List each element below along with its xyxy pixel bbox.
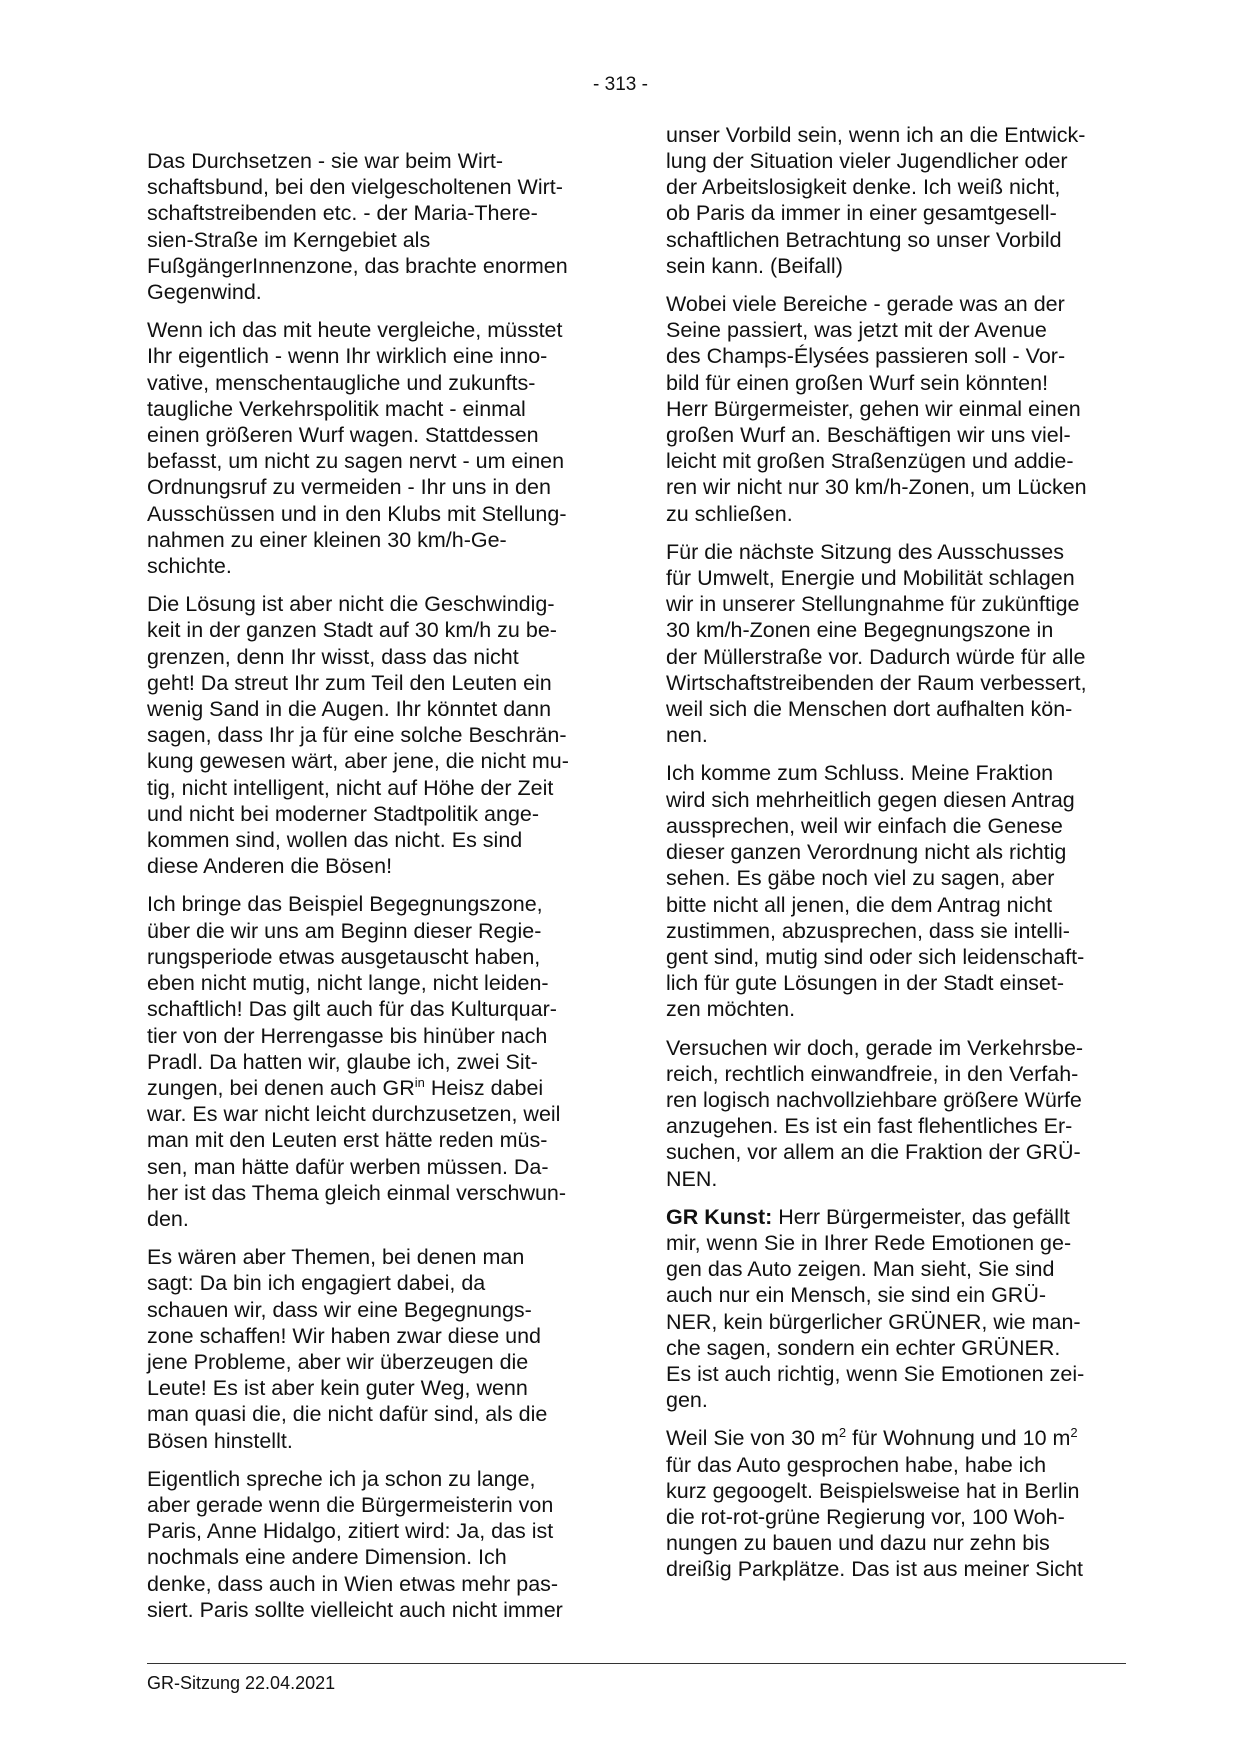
paragraph-text: für das Auto gesprochen habe, habe ich kurz gegoogelt. Beispielsweise hat in Berlin die rot-rot-grüne Regierung vor, 100 Woh- nungen zu bauen und dazu nur zehn bis dreißig Parkplätze. Das ist aus meiner Sicht xyxy=(666,1452,1084,1582)
paragraph: Wenn ich das mit heute vergleiche, müsstet Ihr eigentlich - wenn Ihr wirklich eine inno- vative, menschentaugliche und zukunfts- taugliche Verkehrspolitik macht - einmal einen größeren Wurf wagen. Stattdessen befasst, um nicht zu sagen nervt - um einen Ordnungsruf zu vermeiden - Ihr uns in den Ausschüssen und in den Klubs mit Stellung- nahmen zu einer kleinen 30 km/h-Ge- schichte. xyxy=(147,318,567,579)
paragraph-text: Herr Bürgermeister, das gefällt mir, wenn Sie in Ihrer Rede Emotionen ge- gen das Auto zeigen. Man sieht, Sie sind auch nur ein Mensch, sie sind ein GRÜ- NER, kein bürgerlicher GRÜNER, wie man- che sagen, sondern ein echter GRÜNER. Es ist auch richtig, wenn Sie Emotionen zei- gen. xyxy=(666,1204,1085,1413)
paragraph: Ich komme zum Schluss. Meine Fraktion wird sich mehrheitlich gegen diesen Antrag aussprechen, weil wir einfach die Genese dieser ganzen Verordnung nicht als richtig sehen. Es gäbe noch viel zu sagen, aber bitte nicht all jenen, die dem Antrag nicht zustimmen, abzusprechen, dass sie intelli- gent sind, mutig sind oder sich leidenschaft- lich für gute Lösungen in der Stadt einset- zen möchten. xyxy=(666,761,1085,1022)
paragraph: Es wären aber Themen, bei denen man sagt: Da bin ich engagiert dabei, da schauen wir, dass wir eine Begegnungs- zone schaffen! Wir haben zwar diese und jene Probleme, aber wir überzeugen die Leute! Es ist aber kein guter Weg, wenn man quasi die, die nicht dafür sind, als die Bösen hinstellt. xyxy=(147,1245,548,1453)
paragraph-text: Heisz dabei war. Es war nicht leicht durchzusetzen, weil man mit den Leuten erst hätte reden müs- sen, man hätte dafür werben müssen. Da- her ist das Thema gleich einmal verschwun- den. xyxy=(147,1075,567,1231)
left-column xyxy=(147,148,609,1635)
paragraph: Versuchen wir doch, gerade im Verkehrsbe- reich, rechtlich einwandfreie, in den Verfah- ren logisch nachvollziehbare größere Würfe anzugehen. Es ist ein fast flehentliches Er- suchen, vor allem an die Fraktion der GRÜ- NEN. xyxy=(666,1035,1084,1191)
paragraph: unser Vorbild sein, wenn ich an die Entwick- lung der Situation vieler Jugendlicher oder der Arbeitslosigkeit denke. Ich weiß nicht, ob Paris da immer in einer gesamtgesell- schaftlichen Betrachtung so unser Vorbild sein kann. (Beifall) xyxy=(666,122,1086,278)
paragraph xyxy=(147,891,609,1232)
superscript: 2 xyxy=(838,1425,847,1441)
page-number: - 313 - xyxy=(593,74,648,95)
speaker-name: GR Kunst: xyxy=(666,1204,773,1229)
superscript: in xyxy=(414,1074,425,1090)
paragraph: Das Durchsetzen - sie war beim Wirt- schaftsbund, bei den vielgescholtenen Wirt- schaftstreibenden etc. - der Maria-There- sien-Straße im Kerngebiet als FußgängerInnenzone, das brachte enormen Gegenwind. xyxy=(147,149,568,305)
footer-divider xyxy=(147,1663,1126,1664)
paragraph-text: Weil Sie von 30 m xyxy=(666,1426,839,1451)
right-column xyxy=(666,122,1126,1595)
paragraph xyxy=(666,1425,1126,1582)
paragraph xyxy=(666,1204,1126,1414)
paragraph: Für die nächste Sitzung des Ausschusses für Umwelt, Energie und Mobilität schlagen wir in unserer Stellungnahme für zukünftige 30 km/h-Zonen eine Begegnungszone in der Müllerstraße vor. Dadurch würde für alle Wirtschaftstreibenden der Raum verbessert, weil sich die Menschen dort aufhalten kön- nen. xyxy=(666,539,1087,748)
paragraph: Eigentlich spreche ich ja schon zu lange, aber gerade wenn die Bürgermeisterin von Paris, Anne Hidalgo, zitiert wird: Ja, das ist nochmals eine andere Dimension. Ich denke, dass auch in Wien etwas mehr pas- siert. Paris sollte vielleicht auch nicht immer xyxy=(147,1466,563,1622)
superscript: 2 xyxy=(1070,1425,1078,1441)
paragraph-text: für Wohnung und 10 m xyxy=(846,1426,1071,1451)
paragraph: Die Lösung ist aber nicht die Geschwindig- keit in der ganzen Stadt auf 30 km/h zu be- grenzen, denn Ihr wisst, dass das nicht geht! Da streut Ihr zum Teil den Leuten ein wenig Sand in die Augen. Ihr könntet dann sagen, dass Ihr ja für eine solche Beschrän- kung gewesen wärt, aber jene, die nicht mu- tig, nicht intelligent, nicht auf Höhe der Zeit und nicht bei moderner Stadtpolitik ange- kommen sind, wollen das nicht. Es sind diese Anderen die Bösen! xyxy=(147,592,569,879)
paragraph-text: Ich bringe das Beispiel Begegnungszone, über die wir uns am Beginn dieser Regie- rungsperiode etwas ausgetauscht haben, eben nicht mutig, nicht lange, nicht leiden- schaftlich! Das gilt auch für das Kulturquar- tier von der Herrengasse bis hinüber nach Pradl. Da hatten wir, glaube ich, zwei Sit- zungen, bei denen auch GR xyxy=(147,892,557,1100)
paragraph: Wobei viele Bereiche - gerade was an der Seine passiert, was jetzt mit der Avenue des Champs-Élysées passieren soll - Vor- bild für einen großen Wurf sein könnten! Herr Bürgermeister, gehen wir einmal einen großen Wurf an. Beschäftigen wir uns viel- leicht mit großen Straßenzügen und addie- ren wir nicht nur 30 km/h-Zonen, um Lücken zu schließen. xyxy=(666,292,1087,526)
footer-session-date: GR-Sitzung 22.04.2021 xyxy=(147,1673,336,1693)
